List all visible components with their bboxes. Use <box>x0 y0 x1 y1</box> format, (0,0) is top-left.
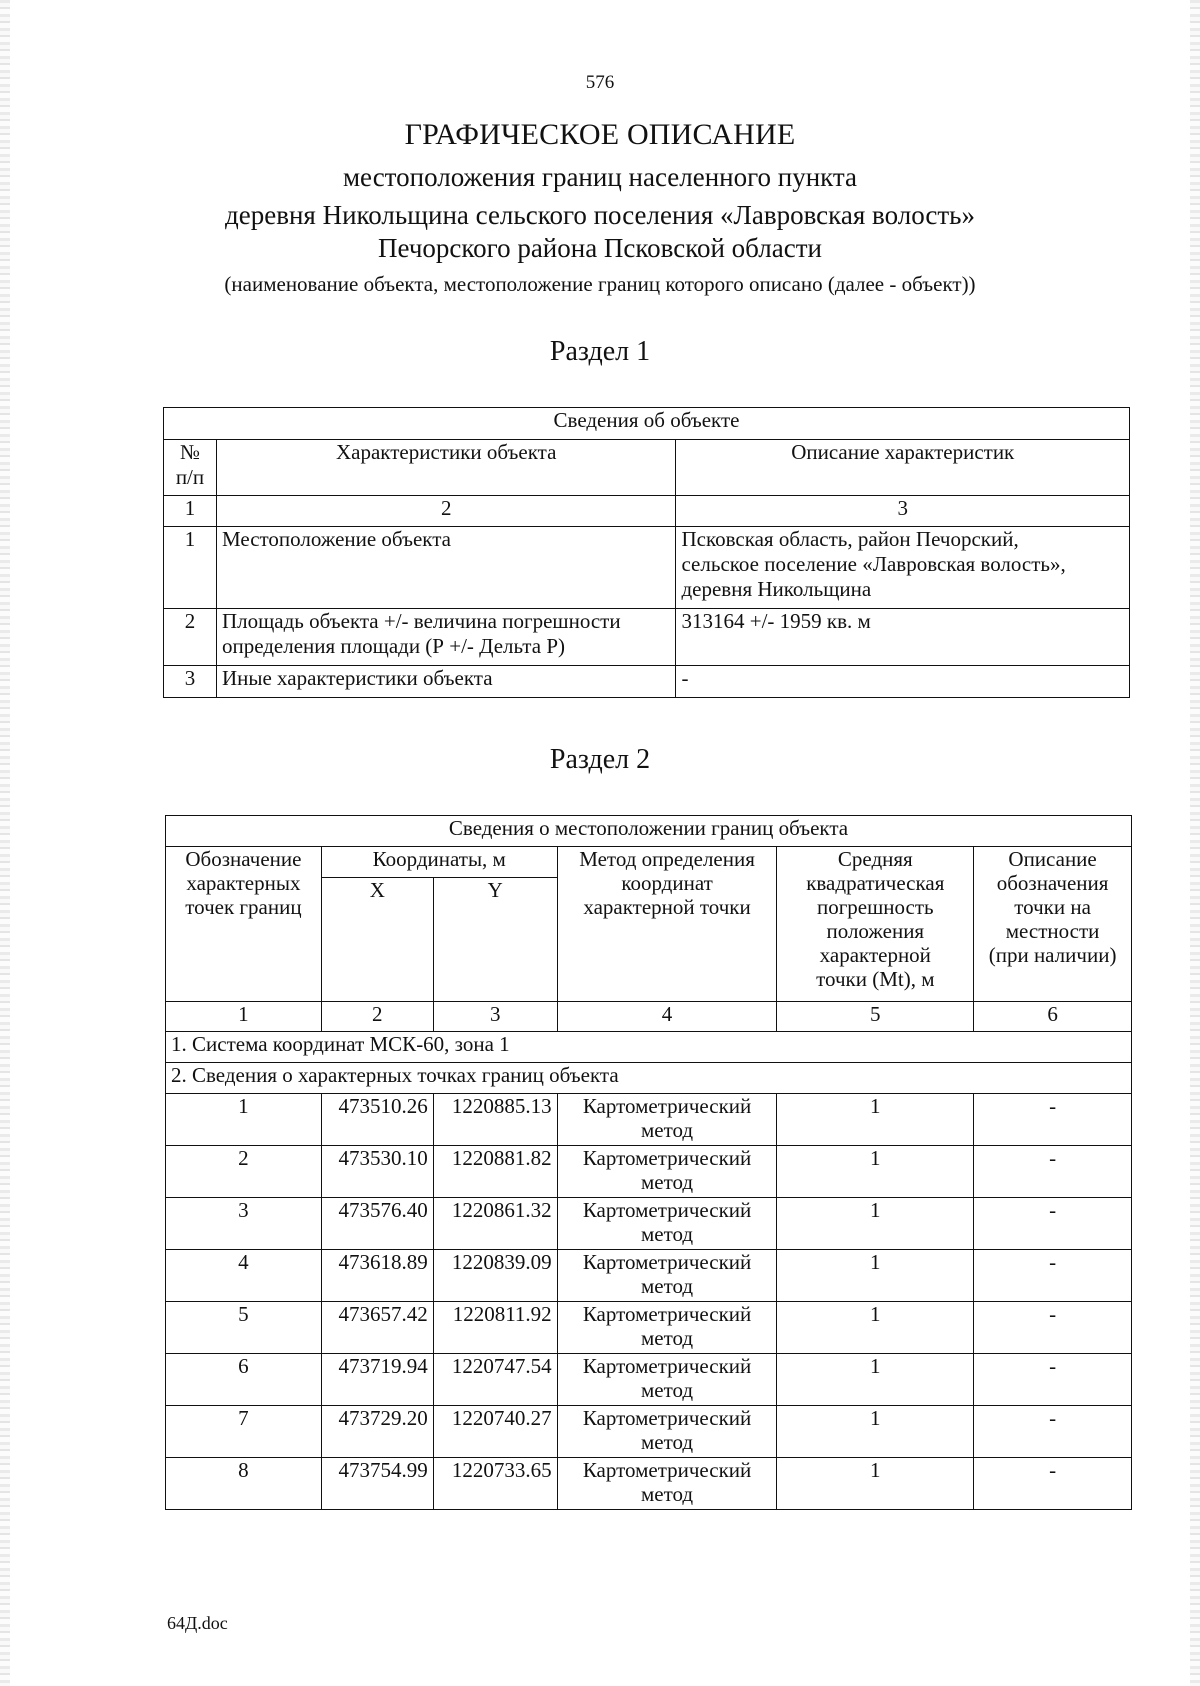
point-description: - <box>974 1458 1132 1510</box>
point-method: Картометрический метод <box>557 1250 777 1302</box>
table-row: 3 Иные характеристики объекта - <box>164 666 1130 698</box>
point-mt: 1 <box>777 1146 974 1198</box>
point-x: 473657.42 <box>321 1302 433 1354</box>
table-row <box>166 1250 1132 1302</box>
point-number: 2 <box>166 1146 322 1198</box>
points-info-row: 2. Сведения о характерных точках границ объекта <box>166 1063 1132 1094</box>
point-number: 3 <box>166 1198 322 1250</box>
point-mt: 1 <box>777 1198 974 1250</box>
point-mt: 1 <box>777 1094 974 1146</box>
point-y: 1220733.65 <box>433 1458 557 1510</box>
section-2-title: Раздел 2 <box>549 744 651 775</box>
header-mean-error: Средняя квадратическая погрешность положения характерной точки (Mt), м <box>777 847 974 1002</box>
boundary-caption: Сведения о местоположении границ объекта <box>166 816 1132 847</box>
table-row: 2 Площадь объекта +/- величина погрешности определения площади (Р +/- Дельта Р) 313164 +/- 1959 кв. м <box>164 609 1130 666</box>
point-description: - <box>974 1198 1132 1250</box>
point-description: - <box>974 1250 1132 1302</box>
point-method: Картометрический метод <box>557 1302 777 1354</box>
point-y: 1220885.13 <box>433 1094 557 1146</box>
document-subtitle-line-3: Печорского района Псковской области <box>378 233 822 263</box>
point-description: - <box>974 1354 1132 1406</box>
point-mt: 1 <box>777 1302 974 1354</box>
header-point-description: Описание обозначения точки на местности (при наличии) <box>974 847 1132 1002</box>
point-method: Картометрический метод <box>557 1094 777 1146</box>
point-x: 473754.99 <box>321 1458 433 1510</box>
point-description: - <box>974 1094 1132 1146</box>
header-description: Описание характеристик <box>676 440 1130 496</box>
column-number-row: 1 2 3 4 5 6 <box>166 1002 1132 1032</box>
section-1-title: Раздел 1 <box>549 336 651 367</box>
point-x: 473510.26 <box>321 1094 433 1146</box>
table-row <box>166 1094 1132 1146</box>
document-subtitle-line-2: деревня Никольщина сельского поселения «Лавровская волость» <box>225 200 975 230</box>
file-name-footer: 64Д.doc <box>167 1613 228 1633</box>
point-number: 6 <box>166 1354 322 1406</box>
point-y: 1220881.82 <box>433 1146 557 1198</box>
point-method: Картометрический метод <box>557 1146 777 1198</box>
page-number: 576 <box>585 72 615 93</box>
point-mt: 1 <box>777 1354 974 1406</box>
point-number: 8 <box>166 1458 322 1510</box>
point-method: Картометрический метод <box>557 1406 777 1458</box>
point-method: Картометрический метод <box>557 1458 777 1510</box>
table-row <box>166 1406 1132 1458</box>
header-num: № п/п <box>164 440 217 496</box>
point-description: - <box>974 1146 1132 1198</box>
point-description: - <box>974 1406 1132 1458</box>
table-row <box>166 1146 1132 1198</box>
point-method: Картометрический метод <box>557 1198 777 1250</box>
boundary-points-table <box>165 815 1132 1510</box>
point-number: 4 <box>166 1250 322 1302</box>
table-row <box>166 1458 1132 1510</box>
point-number: 1 <box>166 1094 322 1146</box>
header-method: Метод определения координат характерной точки <box>557 847 777 1002</box>
point-description: - <box>974 1302 1132 1354</box>
point-x: 473530.10 <box>321 1146 433 1198</box>
point-number: 5 <box>166 1302 322 1354</box>
point-y: 1220839.09 <box>433 1250 557 1302</box>
column-number-row: 1 2 3 <box>164 496 1130 527</box>
header-y: Y <box>433 878 557 1002</box>
table-row <box>166 1354 1132 1406</box>
point-y: 1220740.27 <box>433 1406 557 1458</box>
point-method: Картометрический метод <box>557 1354 777 1406</box>
points-body <box>166 1094 1132 1510</box>
point-y: 1220747.54 <box>433 1354 557 1406</box>
coordinate-system-row: 1. Система координат МСК-60, зона 1 <box>166 1032 1132 1063</box>
point-x: 473576.40 <box>321 1198 433 1250</box>
point-y: 1220811.92 <box>433 1302 557 1354</box>
table-row: 1 Местоположение объекта Псковская область, район Печорский, сельское поселение «Лавровская волость», деревня Никольщина <box>164 527 1130 609</box>
point-x: 473729.20 <box>321 1406 433 1458</box>
point-mt: 1 <box>777 1458 974 1510</box>
document-subtitle-line-1: местоположения границ населенного пункта <box>342 162 858 192</box>
document-subtitle-note: (наименование объекта, местоположение границ которого описано (далее - объект)) <box>224 272 976 296</box>
header-x: X <box>321 878 433 1002</box>
point-mt: 1 <box>777 1406 974 1458</box>
point-y: 1220861.32 <box>433 1198 557 1250</box>
point-mt: 1 <box>777 1250 974 1302</box>
document-title: ГРАФИЧЕСКОЕ ОПИСАНИЕ <box>404 118 796 151</box>
header-characteristic: Характеристики объекта <box>216 440 676 496</box>
object-info-caption: Сведения об объекте <box>164 408 1130 440</box>
header-coordinates: Координаты, м <box>321 847 557 878</box>
table-row <box>166 1302 1132 1354</box>
point-x: 473618.89 <box>321 1250 433 1302</box>
table-row <box>166 1198 1132 1250</box>
object-info-table <box>163 407 1130 698</box>
header-point-designation: Обозначение характерных точек границ <box>166 847 322 1002</box>
point-number: 7 <box>166 1406 322 1458</box>
point-x: 473719.94 <box>321 1354 433 1406</box>
